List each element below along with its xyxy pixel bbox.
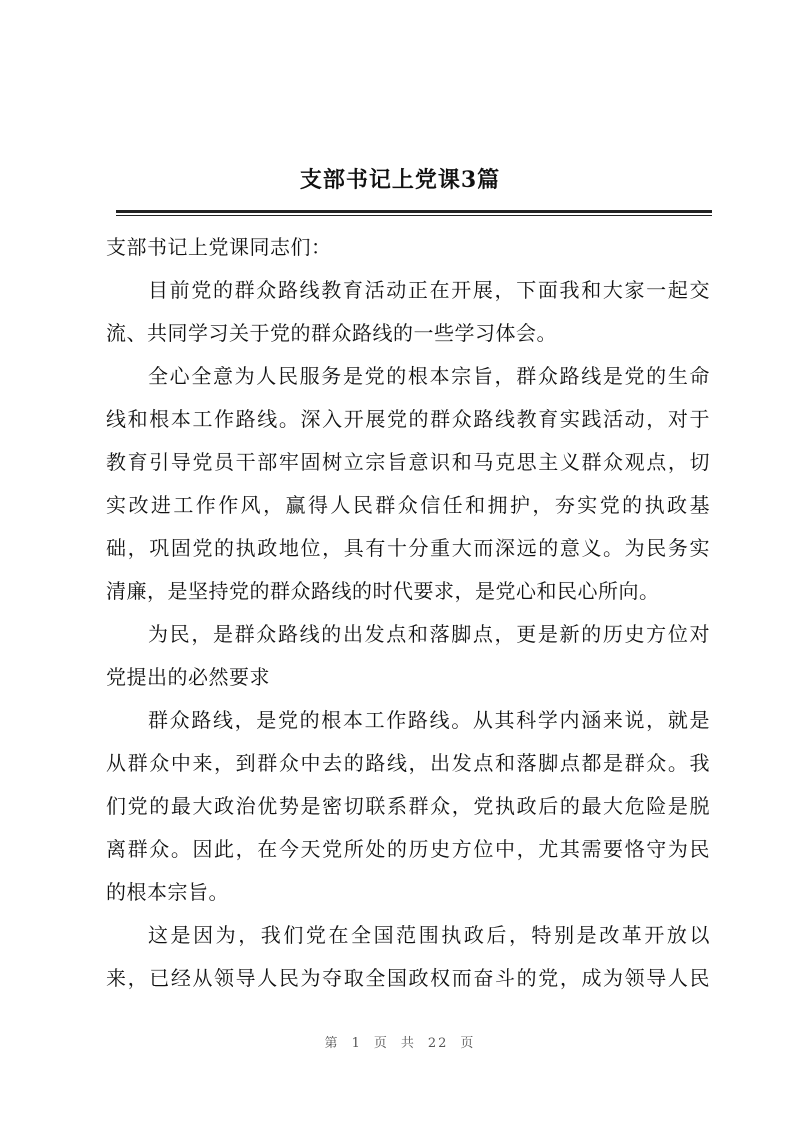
paragraph-line: 为民，是群众路线的出发点和落脚点，更是新的历史方位对 [148, 622, 710, 646]
footer-page-unit: 页 [373, 1036, 389, 1051]
paragraph-line: 们党的最大政治优势是密切联系群众，党执政后的最大危险是脱 [106, 794, 710, 818]
paragraph-line: 全心全意为人民服务是党的根本宗旨，群众路线是党的生命 [148, 364, 710, 388]
paragraph-line: 来，已经从领导人民为夺取全国政权而奋斗的党，成为领导人民 [106, 966, 710, 990]
paragraph-line: 党提出的必然要求 [106, 665, 270, 689]
page-footer [0, 1032, 800, 1051]
paragraph-line: 流、共同学习关于党的群众路线的一些学习体会。 [106, 321, 557, 345]
footer-page-number: 1 [351, 1036, 362, 1051]
document-title: 支部书记上党课3篇 [299, 167, 501, 193]
paragraph-line: 的根本宗旨。 [106, 880, 229, 904]
title-underline-thick [116, 210, 712, 213]
paragraph-line: 础，巩固党的执政地位，具有十分重大而深远的意义。为民务实 [106, 536, 710, 560]
footer-total-unit: 页 [460, 1036, 476, 1051]
paragraph-line: 群众路线，是党的根本工作路线。从其科学内涵来说，就是 [148, 708, 710, 732]
paragraph-line: 这是因为，我们党在全国范围执政后，特别是改革开放以 [148, 923, 710, 947]
paragraph-line: 教育引导党员干部牢固树立宗旨意识和马克思主义群众观点，切 [106, 450, 710, 474]
paragraph-line: 实改进工作作风，赢得人民群众信任和拥护，夯实党的执政基 [106, 493, 710, 517]
paragraph-line: 从群众中来，到群众中去的路线，出发点和落脚点都是群众。我 [106, 751, 710, 775]
paragraph-line: 目前党的群众路线教育活动正在开展，下面我和大家一起交 [148, 278, 710, 302]
footer-total-pages: 22 [427, 1036, 449, 1051]
paragraph-line: 离群众。因此，在今天党所处的历史方位中，尤其需要恪守为民 [106, 837, 710, 861]
paragraph-line: 清廉，是坚持党的群众路线的时代要求，是党心和民心所向。 [106, 579, 660, 603]
paragraph-line: 线和根本工作路线。深入开展党的群众路线教育实践活动，对于 [106, 407, 710, 431]
salutation-line: 支部书记上党课同志们： [106, 235, 332, 259]
title-underline-thin [116, 215, 712, 216]
footer-total-label: 共 [400, 1036, 416, 1051]
footer-page-label: 第 [324, 1036, 340, 1051]
